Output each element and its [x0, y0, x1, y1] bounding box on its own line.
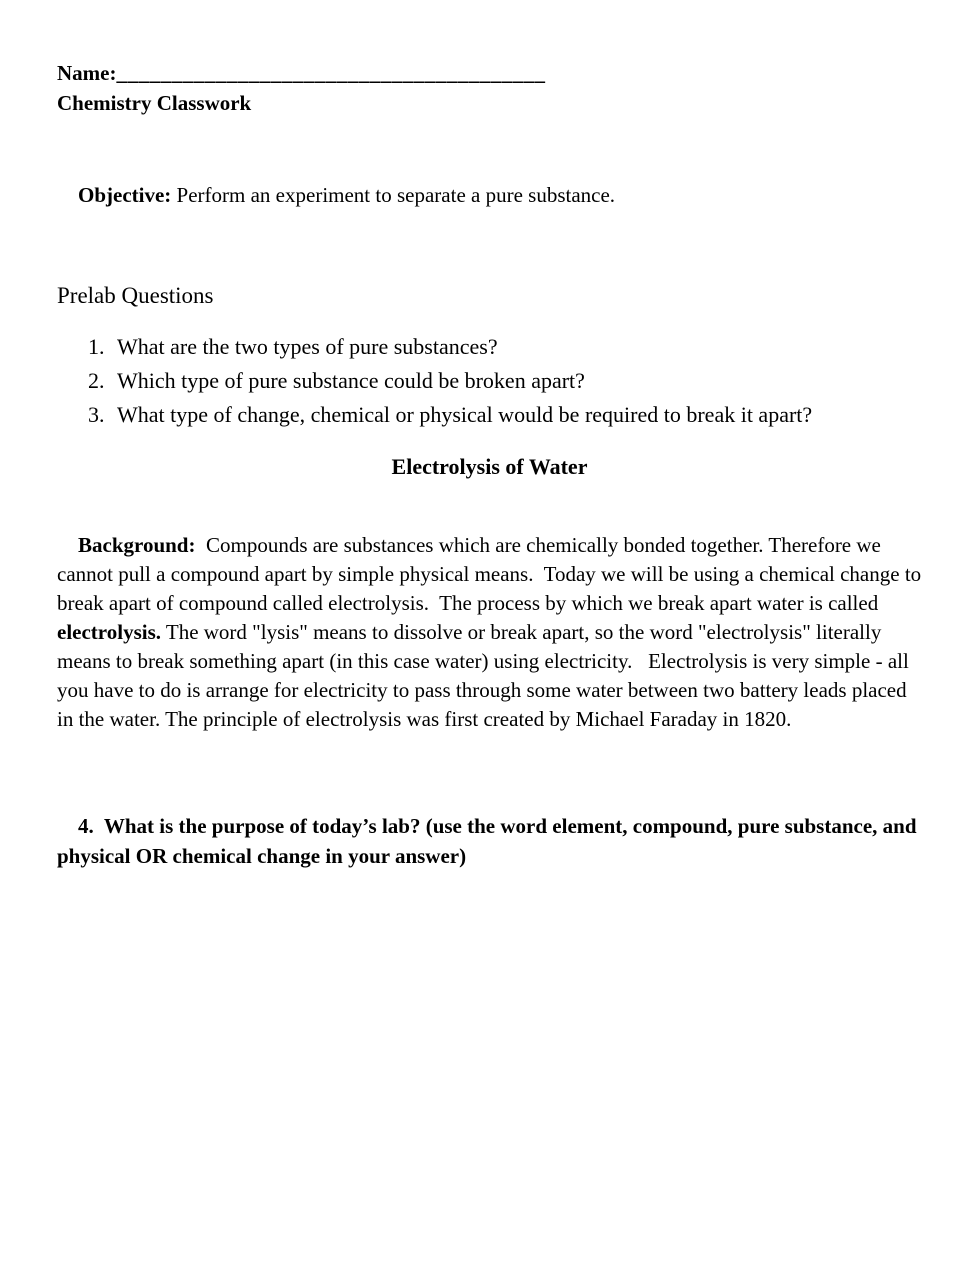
background-paragraph	[57, 502, 927, 763]
objective-line	[57, 150, 922, 240]
question-text: What are the two types of pure substances?	[117, 334, 498, 359]
prelab-question-item	[88, 364, 922, 398]
prelab-question-item	[88, 330, 922, 364]
question4-paragraph	[57, 781, 922, 901]
name-blank-line: _______________________________________	[116, 61, 546, 85]
question-text: Which type of pure substance could be broken apart?	[117, 368, 585, 393]
question4-text: What is the purpose of today’s lab? (use the word element, compound, pure substance, and physical OR chemical change in your answer)	[57, 814, 922, 868]
question-number: 3.	[88, 402, 105, 427]
background-bold-term: electrolysis.	[57, 620, 161, 644]
question-number: 2.	[88, 368, 105, 393]
objective-label: Objective:	[78, 183, 172, 207]
background-text-before: Compounds are substances which are chemically bonded together. Therefore we cannot pull a compound apart by simple physical means. Today we will be using a chemical change to break apart of compound called electrolysis. The process by which we break apart water is called	[57, 533, 927, 615]
background-label: Background:	[78, 533, 196, 557]
question-text: What type of change, chemical or physical would be required to break it apart?	[117, 402, 813, 427]
prelab-question-item	[88, 398, 922, 432]
document-subtitle: Chemistry Classwork	[57, 91, 252, 115]
objective-text: Perform an experiment to separate a pure substance.	[171, 183, 616, 207]
background-text-after: The word "lysis" means to dissolve or break apart, so the word "electrolysis" literally means to break something apart (in this case water) using electricity. Electrolysis is very simple - all you have to do is arrange for electricity to pass through some water between two battery leads placed in the water. The principle of electrolysis was first created by Michael Faraday in 1820.	[57, 620, 915, 731]
name-line	[57, 58, 922, 88]
prelab-heading: Prelab Questions	[57, 283, 214, 308]
question4-number: 4.	[78, 814, 94, 838]
prelab-question-list	[88, 330, 922, 432]
question-number: 1.	[88, 334, 105, 359]
name-label: Name:	[57, 61, 117, 85]
section-title: Electrolysis of Water	[391, 454, 588, 479]
